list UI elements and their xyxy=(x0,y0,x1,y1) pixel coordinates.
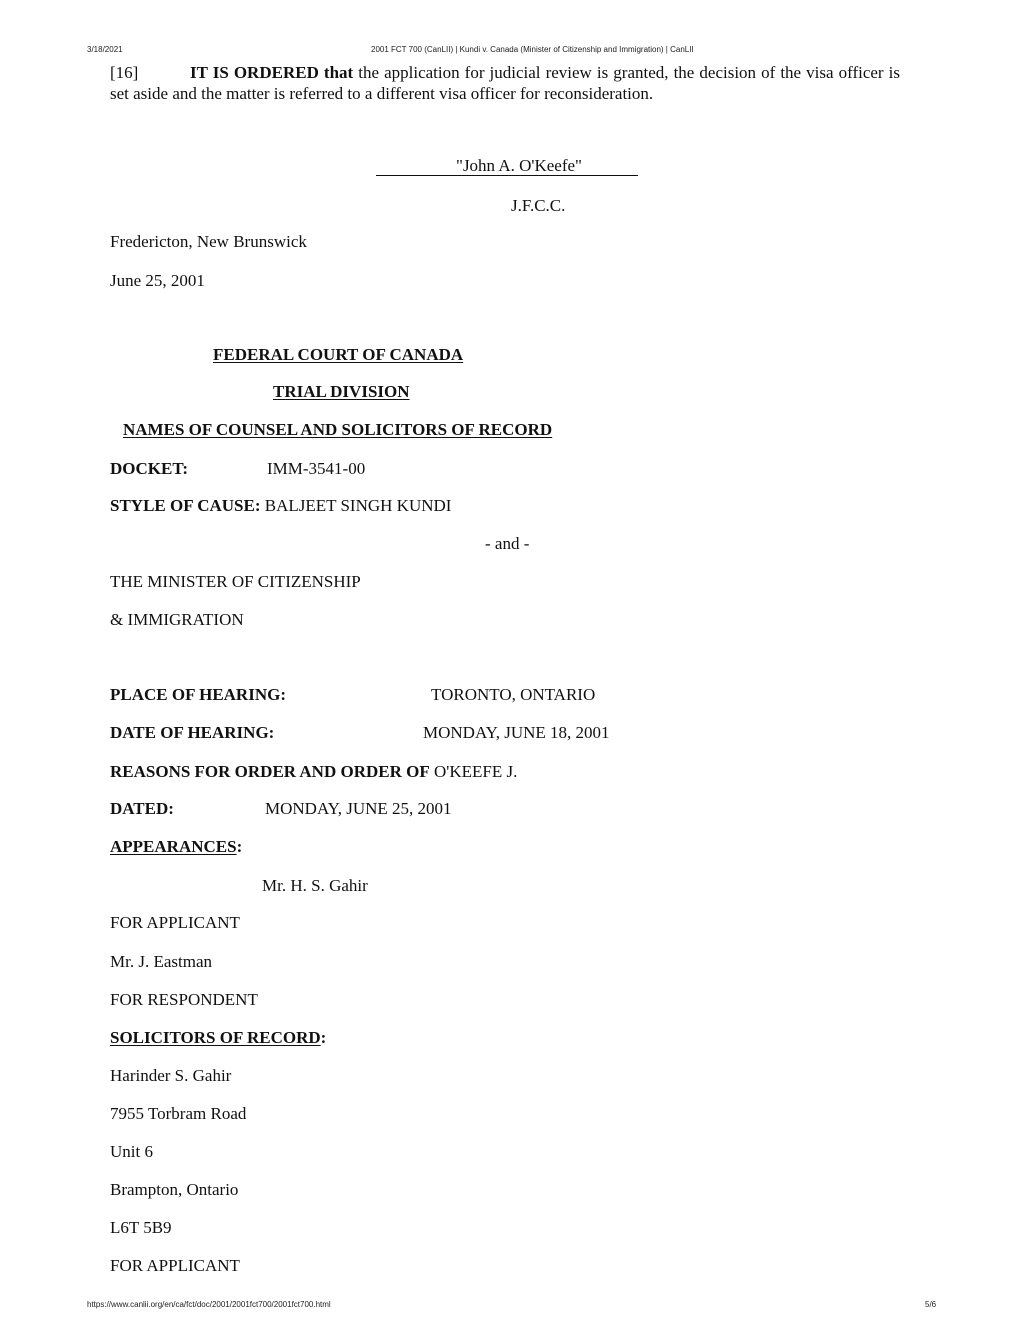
counsel-respondent-role: FOR RESPONDENT xyxy=(110,990,258,1009)
print-url: https://www.canlii.org/en/ca/fct/doc/2001/2001fct700/2001fct700.html xyxy=(87,1300,331,1309)
judge-signature: "John A. O'Keefe" xyxy=(456,156,582,175)
print-date: 3/18/2021 xyxy=(87,45,123,54)
solicitor-address-1: 7955 Torbram Road xyxy=(110,1104,247,1123)
judge-title: J.F.C.C. xyxy=(511,196,566,215)
counsel-applicant-role: FOR APPLICANT xyxy=(110,913,240,932)
place-of-hearing-label: PLACE OF HEARING: xyxy=(110,685,286,704)
print-page-title: 2001 FCT 700 (CanLII) | Kundi v. Canada (Minister of Citizenship and Immigration) | CanLII xyxy=(371,45,694,54)
counsel-respondent: Mr. J. Eastman xyxy=(110,952,212,971)
style-of-cause xyxy=(110,496,451,516)
and-separator: - and - xyxy=(485,534,530,553)
solicitor-role: FOR APPLICANT xyxy=(110,1256,240,1275)
docket-value: IMM-3541-00 xyxy=(267,459,366,478)
court-name: FEDERAL COURT OF CANADA xyxy=(213,345,464,364)
date-of-hearing-value: MONDAY, JUNE 18, 2001 xyxy=(423,723,610,742)
respondent-line-1: THE MINISTER OF CITIZENSHIP xyxy=(110,572,361,591)
order-date: June 25, 2001 xyxy=(110,271,205,290)
counsel-heading: NAMES OF COUNSEL AND SOLICITORS OF RECORD xyxy=(123,420,553,439)
paragraph-number: [16] xyxy=(110,63,139,82)
docket-label: DOCKET: xyxy=(110,459,189,478)
applicant-name: BALJEET SINGH KUNDI xyxy=(264,496,452,515)
solicitor-name: Harinder S. Gahir xyxy=(110,1066,232,1085)
signature-line xyxy=(376,175,638,176)
court-division: TRIAL DIVISION xyxy=(273,382,410,401)
style-of-cause-label: STYLE OF CAUSE: xyxy=(110,496,261,515)
order-text: the application for judicial review is granted, the decision of the visa officer is set aside and the matter is referred to a different visa officer for reconsideration. xyxy=(110,63,900,103)
solicitors-heading: SOLICITORS OF RECORD: xyxy=(110,1028,327,1047)
order-paragraph xyxy=(110,62,900,104)
reasons-judge: O'KEEFE J. xyxy=(433,762,518,781)
respondent-line-2: & IMMIGRATION xyxy=(110,610,244,629)
reasons-label: REASONS FOR ORDER AND ORDER OF xyxy=(110,762,430,781)
date-of-hearing-label: DATE OF HEARING: xyxy=(110,723,275,742)
appearances-heading: APPEARANCES: xyxy=(110,837,243,856)
print-page-number: 5/6 xyxy=(925,1300,937,1309)
order-lead: IT IS ORDERED that xyxy=(190,63,354,82)
solicitor-city: Brampton, Ontario xyxy=(110,1180,239,1199)
dated-label: DATED: xyxy=(110,799,174,818)
place-of-hearing-value: TORONTO, ONTARIO xyxy=(431,685,596,704)
counsel-applicant: Mr. H. S. Gahir xyxy=(262,876,368,895)
reasons-line xyxy=(110,762,517,782)
place-of-order: Fredericton, New Brunswick xyxy=(110,232,307,251)
dated-value: MONDAY, JUNE 25, 2001 xyxy=(265,799,452,818)
solicitor-postal: L6T 5B9 xyxy=(110,1218,172,1237)
solicitor-address-2: Unit 6 xyxy=(110,1142,153,1161)
